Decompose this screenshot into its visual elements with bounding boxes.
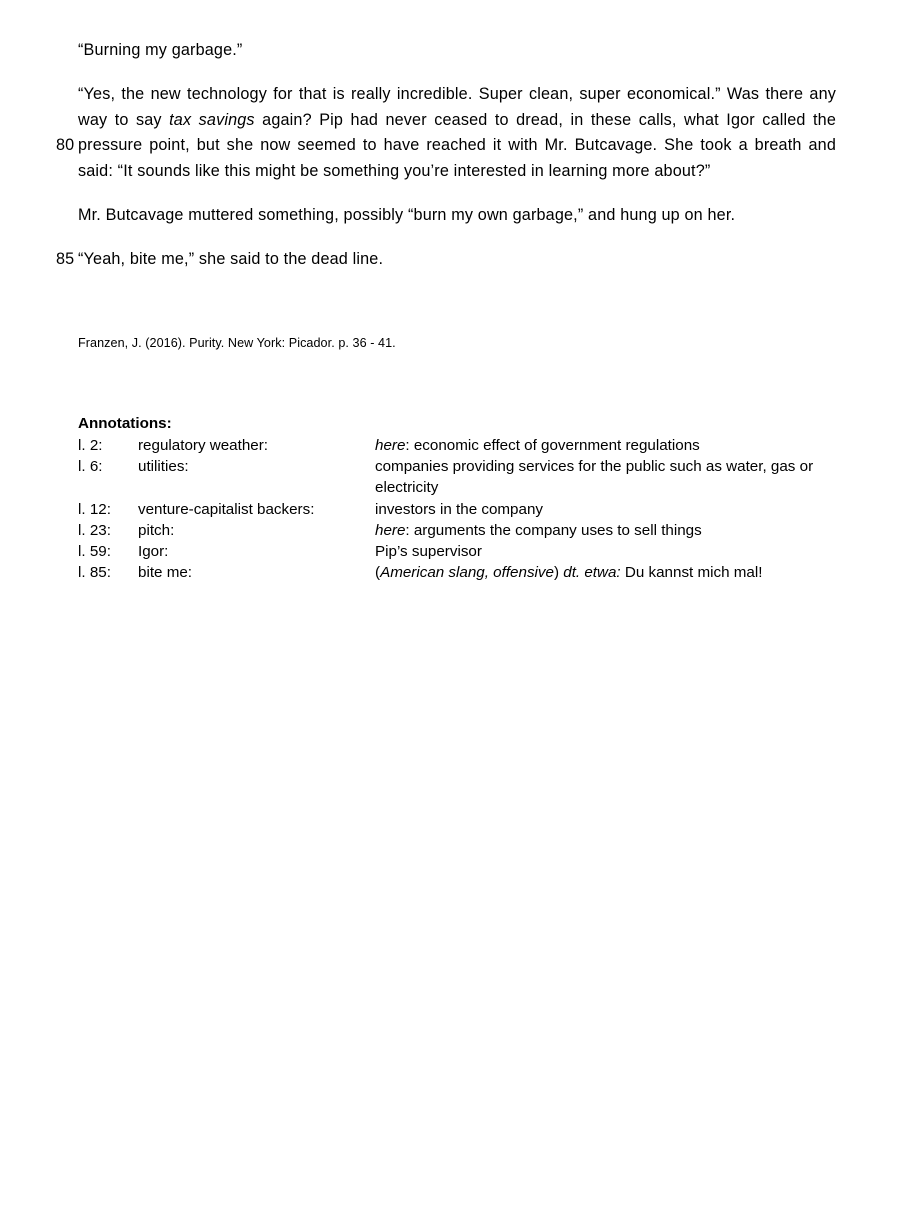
annotation-line-ref-4: l. 59: <box>78 543 111 561</box>
annotation-def-1-run-0: companies providing services for the public such as water, gas or electricity <box>375 458 814 497</box>
annotation-line-ref-3: l. 23: <box>78 521 111 539</box>
annotation-term-0: regulatory weather: <box>138 437 269 454</box>
annotation-def-0-run-0: here <box>375 437 406 454</box>
annotation-def-4-run-0: Pip’s supervisor <box>375 543 482 561</box>
passage-paragraph-0 <box>56 38 836 63</box>
passage-1-run-2: again? Pip had never ceased to dread, in these calls, what Igor called the pressure point, but she now seemed to have reached it with Mr. Butcavage. She took a breath and said: “It sounds like this might be something you’re interested in learning more about?” <box>78 110 836 180</box>
passage-0-run-0: “Burning my garbage.” <box>78 41 243 59</box>
annotation-def-3-run-0: here <box>375 521 406 539</box>
annotation-def-3-run-1: : arguments the company uses to sell things <box>405 521 702 539</box>
annotation-definition-5 <box>375 562 836 583</box>
annotation-row <box>78 541 836 562</box>
annotation-term-4: Igor: <box>138 543 169 561</box>
line-number-1: 80 <box>56 136 75 155</box>
passage-paragraph-1 <box>56 82 836 184</box>
annotations-table <box>78 435 836 583</box>
annotation-def-5-run-4: Du kannst mich mal! <box>620 564 763 582</box>
passage-3-run-0: “Yeah, bite me,” she said to the dead line. <box>78 250 384 269</box>
annotation-def-5-run-1: American slang, offensive <box>380 564 554 582</box>
annotation-term-5: bite me: <box>138 564 193 582</box>
annotation-line-ref-2: l. 12: <box>78 500 111 518</box>
annotation-def-0-run-1: : economic effect of government regulations <box>405 437 700 454</box>
annotation-def-2-run-0: investors in the company <box>375 500 543 518</box>
annotation-line-ref-1: l. 6: <box>78 458 103 476</box>
annotation-def-5-run-0: ( <box>375 564 381 582</box>
passage-paragraph-3 <box>56 247 836 272</box>
annotation-definition-4 <box>375 541 836 562</box>
annotation-row <box>78 499 836 520</box>
annotation-term-2: venture-capitalist backers: <box>138 500 315 518</box>
annotation-def-5-run-2: ) <box>553 564 564 582</box>
annotation-row <box>78 562 836 583</box>
annotations-table-body <box>78 435 836 583</box>
annotation-definition-2 <box>375 499 836 520</box>
annotation-row <box>78 456 836 498</box>
line-number-3: 85 <box>56 250 75 269</box>
annotation-term-3: pitch: <box>138 521 175 539</box>
passage-text-block <box>56 38 836 292</box>
annotations-section <box>78 413 836 583</box>
passage-1-run-1: tax savings <box>169 110 255 129</box>
annotation-definition-3 <box>375 520 836 541</box>
passage-1-run-0: “Yes, the new technology for that is really incredible. Super clean, super economical.” Was there any way to say <box>78 85 836 129</box>
source-citation: Franzen, J. (2016). Purity. New York: Picador. p. 36 - 41. <box>78 336 396 350</box>
passage-paragraph-2 <box>56 203 836 228</box>
annotation-row <box>78 520 836 541</box>
annotation-term-1: utilities: <box>138 458 189 476</box>
annotations-heading: Annotations: <box>78 415 172 432</box>
annotation-definition-0 <box>375 435 836 456</box>
passage-2-run-0: Mr. Butcavage muttered something, possibly “burn my own garbage,” and hung up on her. <box>78 206 736 225</box>
annotation-line-ref-5: l. 85: <box>78 564 111 582</box>
annotation-line-ref-0: l. 2: <box>78 437 103 454</box>
annotation-def-5-run-3: dt. etwa: <box>563 564 621 582</box>
annotation-definition-1 <box>375 456 836 498</box>
annotation-row <box>78 435 836 456</box>
